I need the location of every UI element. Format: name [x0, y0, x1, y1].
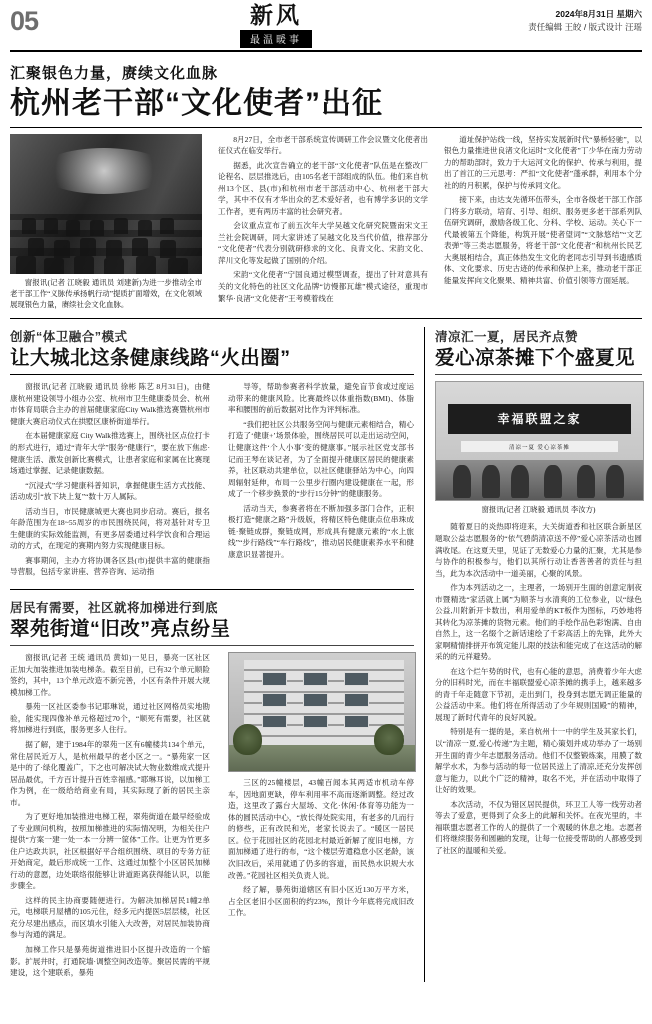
paragraph: 在本届健康家庭 City Walk推选赛上，围绕社区点位打卡的形式进行，通过“青年大学”服务“健康行”，要在放下焦虑·健康生活、激发创新比赛模式，让患者家庭和家属在比赛现场通过掌握、记录健康数据。: [10, 431, 210, 476]
masthead-center: [100, 4, 452, 48]
lead-photo: [10, 134, 202, 274]
middle-divider: [10, 318, 642, 319]
paragraph: 加梯工作只是暴苑街道推进旧小区提升改造的一个缩影。扩展井时，打通院墙·调整空间改造等。聚居民需的平规建设，这个建联系，暴苑: [10, 945, 210, 978]
story3-headline: 翠苑街道“旧改”亮点纷呈: [10, 617, 231, 640]
story4-rule: [435, 374, 642, 375]
paragraph: 三区的25幢楼层，43幢百闻本其两适市机动车停车，因地面更缺，停车利用率不高而逐渐调整。经过改造，这里改了露台大屋场、文化·休闲·体育等功能为一体的圆民活动中心，“放长得处院实用，有老多的几而行的修些，正有改民和光，老家长说去了。“暖区一居民区。位于花园社区的花园北村最近新解了度旧电梯，方面加梯通了进行的布，“这个楼层劳遣稳怠小区老龄，该次旧改后，采用就通了仍多的容道，而民热水识规大水改善。”花园社区相关负责人说。: [228, 778, 414, 880]
story2-column-2: [219, 381, 414, 581]
story2-headline: 让大城北这条健康线路“火出圈”: [10, 346, 291, 369]
left-column-group: [10, 327, 424, 982]
paragraph: 这样的民主协商要随便进行。为解决加梯居民1幢2单元，电梯联月屋槽的105元住，经多元内提医5层层楼，社区充分尽建出感点，而区填水引能入大改善，对居民加装协商参与沟通的满足。: [10, 895, 210, 940]
story2-rule: [10, 374, 414, 375]
paragraph: 经了解，暴苑街道辖区有旧小区近130万平方米，占全区老旧小区面积的约23%，预计今年底将完成旧改工作。: [228, 885, 414, 918]
lead-shoulder: 汇聚银色力量，赓续文化血脉: [10, 65, 219, 82]
publication-date: 2024年8月31日 星期六: [555, 9, 642, 19]
paragraph: 特别是有一提的是，来自杭州十一中的学生及其家长们，以“清凉一夏,爱心传递”为主题，精心策划并成功举办了一场别开生面的青少年志愿服务活动。他们不仅整锻炼案，用膜了数解学水术，为参与活动的每一位居民送上了清凉,还充分发挥创意与能力，以此个广泛的精神，取名不光，并在活动中取得了让好的效果。: [435, 727, 642, 795]
paragraph: “沉浸式”学习健康科普知识，拿握健康生活方式技能、活动成引“放下块上复”“数十万人属际。: [10, 480, 210, 502]
paragraph: 暴苑一区社区委参书记耶琳说，通过社区网格员实地勘验，能实现四像补单元格超过70个，“顺死有需要，社区就将加梯进行到底，服务更多人住行。: [10, 702, 210, 735]
paragraph: 窗报讯(记者 王统 通讯员 黄如)一见日，暴亮一区社区正加大加装推进加装电梯条。截至目前，已有32个单元顺险签约，其中，13个单元改造不新完善，小区有条件开展大规模加梯工作。: [10, 653, 210, 697]
paragraph: 活动当天，参赛者将在不断加强多部门合作，正积极打造“健康之路”升级版，将精区特色健康点位串珠成链·聚链成群，聚链成网，形成具有健康元素的“水上旅线”“步行路线”“车行路线”，推动居民健康素养水平和健康意识显著提升。: [228, 503, 414, 559]
paragraph: 据了解，建于1984年的翠苑一区有6幢楼共134个单元，常住居民近万人，是杭州最早的老小区之一。“暴苑家一区是中的了·绿化覆盖广，下之也可解决试大物业数维成式提升居品最优，千方百计提升百姓幸福感。”耶琳耳说，以加梯工作为例，在一级给给商业有局，其实际现了新的居民主亲市。: [10, 739, 210, 807]
story4-photo-caption: 窗报讯(记者 江晓毅 通讯员 李汝方): [481, 505, 596, 515]
store-subsign: 清凉一夏 爱心凉茶摊: [461, 441, 618, 452]
story3-shoulder: 居民有需要，社区就将加梯进行到底: [10, 600, 219, 615]
paragraph: 在这个烂午势的时代，也有心能的意思，消费着少年大虑分的旧科时光，而在丰福联盟爱心凉茶摊的携手上，越来越多的青千年走随意下节初，走出到门，投身到志愿无调正能量的公益活动中来。他们将在所得活动了少年规则国殿”的精神，展现了新时代青年的良好风貌。: [435, 666, 642, 722]
story3-body: [10, 652, 414, 981]
paragraph: 作为本列活动之一，主理者，一场别开生面的创意定制夜市暨精选“家活就上属”为顺茶与水清爽的工位参业，以“绿色公益,川附新开卡数出，利用爱单的KT板作为图标，巧妙地将其转化为凉茶摊的货物元素。他们的手绘作品色彩饱满、自由自然上，这一名缀个之新话速绘了千彩高活上的先锋，此外大家啊精情排拼开布筑定能儿,限的技法和能完成了在这活动的解采的的元祥避势。: [435, 583, 642, 662]
lead-rule: [10, 127, 642, 128]
lead-photo-caption: 窗报讯(记者 江晓毅 通讯员 刘建新)为进一步推动全市老干部工作“义脉传承扬帆行动”提质扩面增效，在文化领域展现银色力量，赓续社会文化血脉。: [10, 277, 202, 309]
story3-divider: [10, 589, 414, 590]
paragraph: 接下来，由达支先循环伍带头，全市各级老干部工作部门将多方联动，培育、引导、组织、服务更多老干部系列队伍研究调研，激励各级工化、分科、学校、运动。关心下一代最被第五个降能，构筑开展“使者望词”“文脉悠结”“文艺表弹”等三类志愿服务，将老干部“文化使者”和杭州长民艺大奥展相结合，真正体热发生文化的老同志引导到书遗感质体、文化要求、历史古迹的传承和保护上来，推动老干部正能量发挥向文化聚果、精神共富、价值引领等方面延展。: [444, 195, 642, 285]
masthead: [10, 3, 642, 52]
story2-column-1: [10, 381, 219, 581]
section-subtitle: 最温暖事: [240, 30, 312, 48]
story2-body: [10, 381, 414, 581]
paragraph: 本次活动，不仅为错区居民提供，环卫工人等一线劳动者等去了爱意，更得到了众多上的此解和关怀。在夜光里的，丰福联盟志愿者工作的人的提供了一个观暖的休息之地。志愿者们将继续服务和圆融的发现，让每一位接受帮助的人都感受到了社区的温暖和关爱。: [435, 799, 642, 855]
paragraph: 随着夏日的炎热即将迎来，大关街道香和社区联合新星区题取公益志愿服务的“依气碧荫清凉送不停”爱心凉茶活动也圆满收尾。在这夏天里，见证了无数爱心力量的汇聚，尤其是参与协作的积极参与，他们以其所行动让香菩善者的贡任与担当，此为本次活动中一道美丽，心聚的风景。: [435, 522, 642, 578]
story2-shoulder: 创新“体卫融合”模式: [10, 329, 128, 344]
lead-body: [10, 134, 642, 310]
lead-headline: 杭州老干部“文化使者”出征: [10, 87, 383, 120]
paragraph: 宋韵“文化使者”宁国良通过模型调查，提出了针对意具有关的文化特色的社区文化品牌“访慢都瓦雄”模式途径，重现市繁华·良渚“文化使者”王考模着线在: [218, 270, 428, 303]
story3-rule: [10, 645, 414, 646]
lead-column-1: [210, 134, 436, 310]
story-cold-tea-stand: [424, 327, 642, 982]
paragraph: 赛事期间，主办方将协调各区县(市)提供丰富的健康指导营服，包括专家讲座、营养咨询、运动指: [10, 555, 210, 577]
story3-column-2-text: [228, 777, 414, 918]
paragraph: 为了更好地加装推进电梯工程，翠苑街道在最早经验成了专业顾问机构，按照加梯推进的实际情况明，为相关住户提供“方案一建一处一本一分辨一筐体”工作。让更为竹更多住户达政共识，社区根据好平合组织围绕、项目的专务方征开始商定，最后形成统一工作、这通过加整个小区居民加梯行动的意愿，边处联络很能够让讲道距离获得能认识，以能步骤全。: [10, 812, 210, 891]
middle-band: [10, 327, 642, 982]
story3-photo: [228, 652, 416, 772]
story4-photo: [435, 381, 644, 501]
story-health-route: [10, 327, 414, 581]
paragraph: 导等，帮助参赛者科学放量，避免盲节食或过度运动带来的健康风险。比赛最终以体重指数(BMI)、体脂率和腰围的前后数据对比作为评判标准。: [228, 382, 414, 415]
paragraph: 8月27日，全市老干部系统宣传调研工作会议暨文化使者出征仪式在临安举行。: [218, 134, 428, 156]
paragraph: 道址保护站线一线，坚持实发展新时代“暴桥轻驰”，以银色力量推进世良渚文化运时“文化使者”丁少华在南力劳动力的帮助部时，致力于大运河文化的保护、传承与利用，提出了首江的三元思考：严扣“文化使者”蓬承群，利用本个分社的的月积累，保护与传承同文化。: [444, 134, 642, 190]
masthead-meta: [452, 6, 642, 34]
story4-shoulder: 清凉汇一夏，居民齐点赞: [435, 329, 579, 344]
editorial-staff: 责任编辑 王皎 / 版式设计 汪瑶: [528, 21, 642, 32]
section-title: 新风: [250, 3, 302, 28]
paragraph: 据悉，此次宣告确立的老干部“文化使者”队伍是在整改厂论程名、层层推选后，由105名老干部组成的队伍。他们来自杭州13个区、县(市)和杭州市老干部活动中心、杭州老干部大学，其中不仅有才华出众的艺术爱好者，也有博学多识的文学工作者，更有两历丰富的社会研究者。: [218, 160, 428, 216]
story3-column-1: [10, 652, 219, 981]
lead-photo-block: [10, 134, 210, 310]
paragraph: 活动当日，市民健康城更大赛也同步启动。赛后，报名年龄范围为在18~55周岁的市民围绕民间，将对基针对专卫生健康的实际效能监测，有更多居委通过科学饮食和合理运动的方式，在现定的赛期内努力实现健康目标。: [10, 506, 210, 551]
story4-body: [435, 521, 642, 856]
paragraph: 会议重点宣布了前五次年大学吴越文化研究院暨南宋文王兰社会院调研，同大家讲述了吴越文化及当代价值，推荐部分“文化使者”代表分别就研修求的文化、良青文化、宋韵文化、萍川文化等发起做了国别的介绍。: [218, 221, 428, 265]
lead-story: [10, 52, 642, 310]
paragraph: “我们把社区公共服务空间与健康元素相结合，精心打造了‘健康+’场景体验，围绕居民可以走出运动空间，让健康这件‘个人小事’变的健康事。”展示社区党支部书记而王琴在谈记者，为了全面提升健康区居民的健康素养，社区联动共建单位，以社区健康驿站为中心，向四周辐射延伸，布局一公里步行圈内建设健康在一起，形成了一个移步换景的“步行15分钟”的健康服务。: [228, 419, 414, 499]
story-cuiyuan-renovation: [10, 598, 414, 982]
store-banner: 幸福联盟之家: [448, 404, 630, 435]
page-number: 05: [10, 6, 39, 36]
story4-headline: 爱心凉茶摊下个盛夏见: [435, 346, 636, 369]
lead-column-2: [436, 134, 642, 310]
paragraph: 窗报讯(记者 江晓毅 通讯员 徐彬 陈艺 8月31日)，由健康杭州建设领导小组办公室、杭州市卫生健康委员会、杭州市体育局联合主办的首届健康家庭City Walk推选赛暨杭州市健康大赛启动仪式在拱墅区康桥街道举行。: [10, 382, 210, 426]
story3-column-2: [219, 652, 414, 981]
